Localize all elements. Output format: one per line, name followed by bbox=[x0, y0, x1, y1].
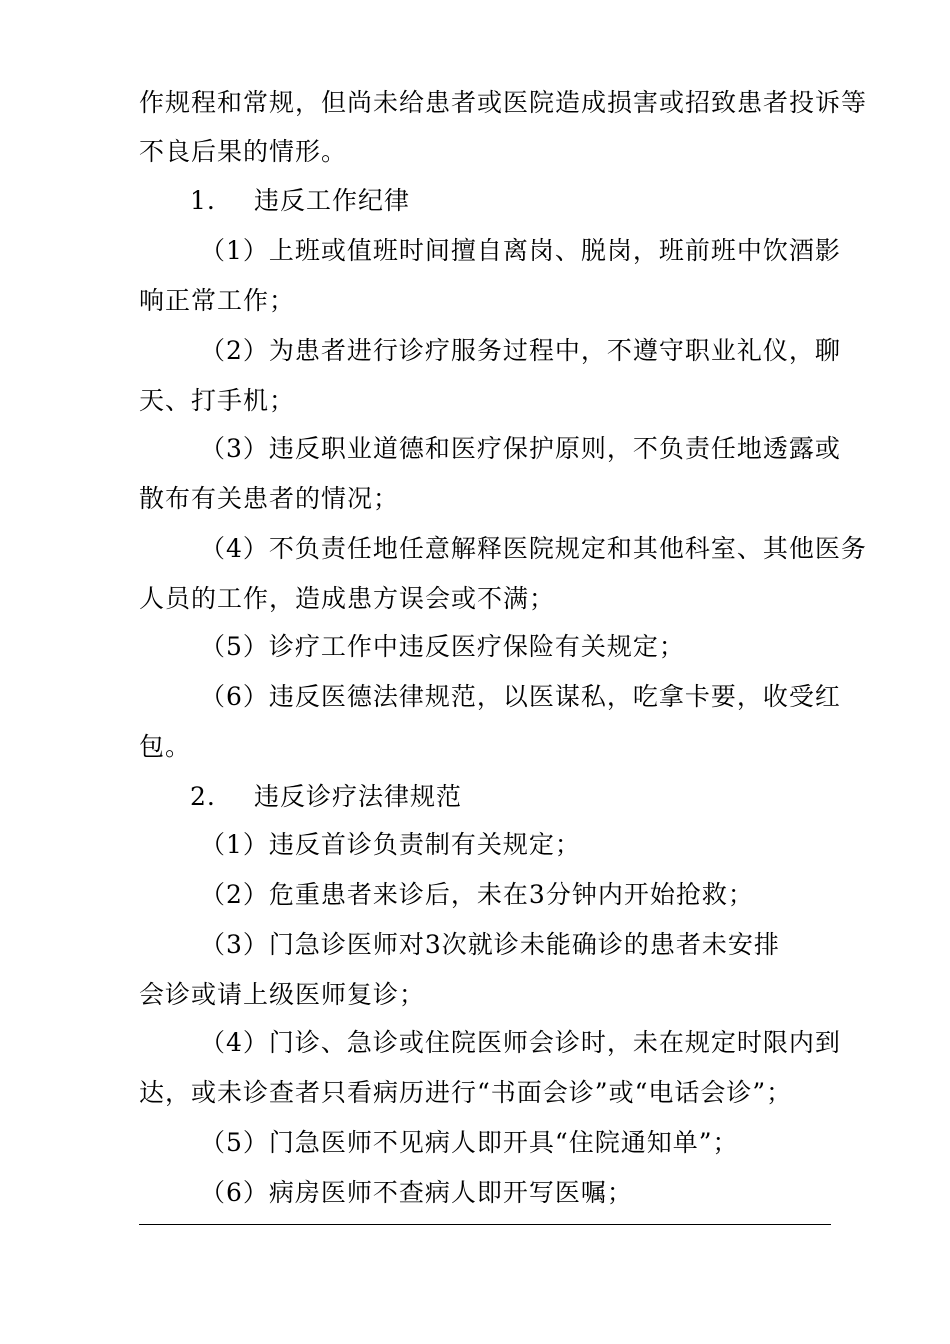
list-item: （1）违反首诊负责制有关规定； bbox=[200, 830, 581, 859]
text-line: 响正常工作； bbox=[139, 286, 296, 315]
list-item: （1）上班或值班时间擅自离岗、脱岗，班前班中饮酒影 bbox=[200, 236, 841, 265]
list-item: （3）违反职业道德和医疗保护原则，不负责任地透露或 bbox=[200, 434, 841, 463]
text-line: 人员的工作，造成患方误会或不满； bbox=[139, 584, 556, 613]
heading-text: 违反工作纪律 bbox=[254, 186, 411, 215]
heading-number: 2. bbox=[190, 782, 216, 811]
heading-text: 违反诊疗法律规范 bbox=[254, 782, 463, 811]
heading-number: 1. bbox=[190, 186, 216, 215]
text-line: 散布有关患者的情况； bbox=[139, 484, 400, 513]
section-heading-2 bbox=[190, 782, 462, 812]
text-line: 作规程和常规，但尚未给患者或医院造成损害或招致患者投诉等 bbox=[139, 88, 868, 117]
list-item: （3）门急诊医师对3次就诊未能确诊的患者未安排 bbox=[200, 930, 780, 959]
list-item: （2）为患者进行诊疗服务过程中，不遵守职业礼仪，聊 bbox=[200, 336, 841, 365]
text-line: 天、打手机； bbox=[139, 386, 296, 415]
list-item: （4）门诊、急诊或住院医师会诊时，未在规定时限内到 bbox=[200, 1028, 841, 1057]
list-item: （5）门急医师不见病人即开具“住院通知单”； bbox=[200, 1128, 739, 1157]
text-line: 包。 bbox=[139, 732, 192, 761]
list-item: （6）违反医德法律规范，以医谋私，吃拿卡要，收受红 bbox=[200, 682, 841, 711]
list-item: （6）病房医师不查病人即开写医嘱； bbox=[200, 1178, 633, 1207]
list-item: （5）诊疗工作中违反医疗保险有关规定； bbox=[200, 632, 685, 661]
text-line: 不良后果的情形。 bbox=[139, 137, 348, 166]
list-item: （2）危重患者来诊后，未在3分钟内开始抢救； bbox=[200, 880, 754, 909]
text-line: 会诊或请上级医师复诊； bbox=[139, 980, 426, 1009]
list-item: （4）不负责任地任意解释医院规定和其他科室、其他医务 bbox=[200, 534, 867, 563]
section-heading-1 bbox=[190, 186, 410, 216]
text-line: 达，或未诊查者只看病历进行“书面会诊”或“电话会诊”； bbox=[139, 1078, 793, 1107]
footer-divider bbox=[139, 1224, 831, 1225]
